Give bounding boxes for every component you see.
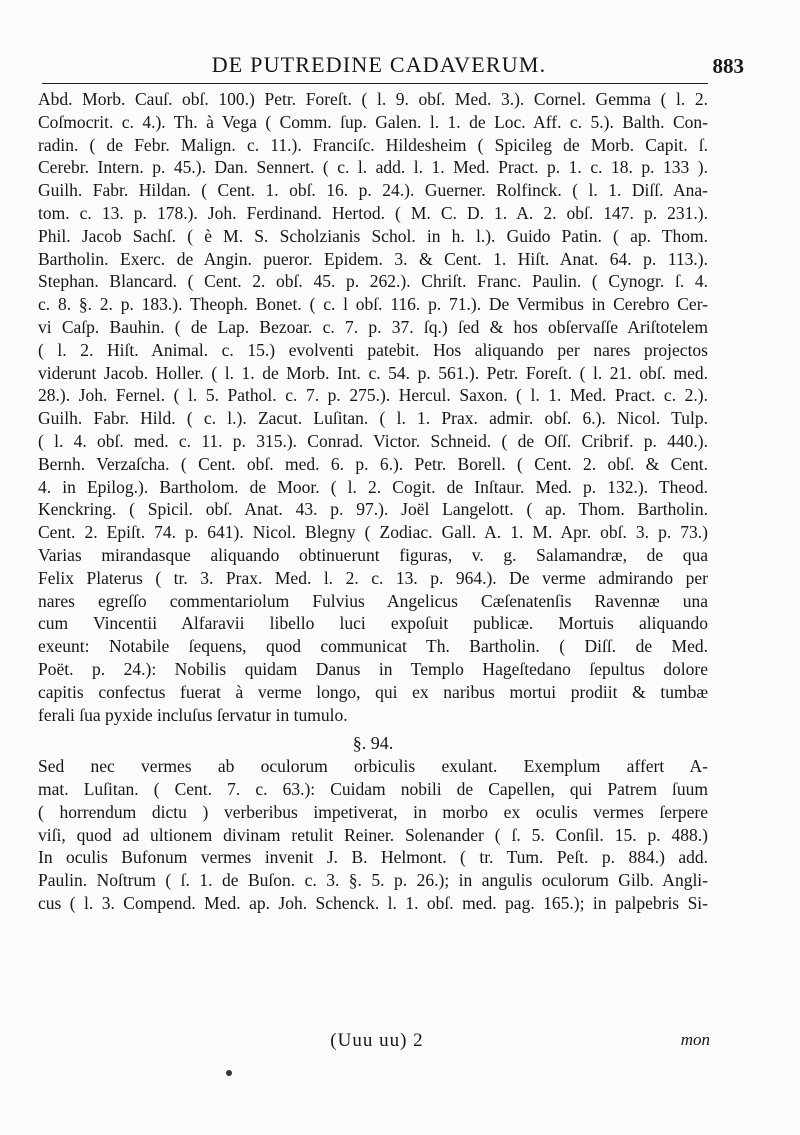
header-rule (42, 83, 708, 84)
text-line: Cent. 2. Epiſt. 74. p. 641). Nicol. Blegny ( Zodiac. Gall. A. 1. M. Apr. obſ. 3. p. 73.) (38, 522, 708, 543)
text-line: Paulin. Noſtrum ( ſ. 1. de Buſon. c. 3. §. 5. p. 26.); in angulis oculorum Gilb. Angli- (38, 870, 708, 891)
text-line: vi Caſp. Bauhin. ( de Lap. Bezoar. c. 7. p. 37. ſq.) ſed & hos obſervaſſe Ariſtotelem (38, 316, 708, 337)
text-line: capitis confectus fuerat à verme longo, qui ex naribus mortui prodiit & tumbæ (38, 681, 708, 702)
ink-speck (226, 1070, 232, 1076)
text-line: nares egreſſo commentariolum Fulvius Angelicus Cæſenatenſis Ravennæ una (38, 590, 708, 611)
text-line: viſi, quod ad ultionem divinam retulit Reiner. Solenander ( ſ. 5. Conſil. 15. p. 488.) (38, 824, 708, 845)
running-head (44, 50, 744, 80)
text-line: exeunt: Notabile ſequens, quod communicat Th. Bartholin. ( Diſſ. de Med. (38, 636, 708, 657)
text-line: cum Vincentii Alfaravii libello luci expoſuit publicæ. Mortuis aliquando (38, 613, 708, 634)
text-line: ferali ſua pyxide incluſus ſervatur in tumulo. (38, 704, 348, 725)
text-line: Felix Platerus ( tr. 3. Prax. Med. l. 2. c. 13. p. 964.). De verme admirando per (38, 567, 708, 588)
text-line: 28.). Joh. Fernel. ( l. 5. Pathol. c. 7. p. 275.). Hercul. Saxon. ( l. 1. Med. Pract. c. 2.). (38, 385, 708, 406)
text-line: ( l. 4. obſ. med. c. 11. p. 315.). Conrad. Victor. Schneid. ( de Oſſ. Cribrif. p. 440.). (38, 430, 708, 451)
text-line: Coſmocrit. c. 4.). Th. à Vega ( Comm. ſup. Galen. l. 1. de Loc. Aff. c. 5.). Balth. Con- (38, 111, 708, 132)
text-line: ( horrendum dictu ) verberibus impetiverat, in morbo ex oculis vermes ſerpere (38, 801, 708, 822)
text-line: Phil. Jacob Sachſ. ( è M. S. Scholzianis Schol. in h. l.). Guido Patin. ( ap. Thom. (38, 225, 708, 246)
text-line: Cerebr. Intern. p. 45.). Dan. Sennert. ( c. l. add. l. 1. Med. Pract. p. 1. c. 18. p. 133 ). (38, 157, 708, 178)
signature-mark: (Uuu uu) 2 (330, 1030, 424, 1051)
text-line: In oculis Bufonum vermes invenit J. B. Helmont. ( tr. Tum. Peſt. p. 884.) add. (38, 847, 708, 868)
catchword: mon (680, 1030, 710, 1049)
text-line: tom. c. 13. p. 178.). Joh. Ferdinand. Hertod. ( M. C. D. 1. A. 2. obſ. 147. p. 231.). (38, 202, 708, 223)
page-number: 883 (712, 54, 744, 78)
text-line: Stephan. Blancard. ( Cent. 2. obſ. 45. p. 262.). Chriſt. Franc. Paulin. ( Cynogr. ſ. 4. (38, 271, 708, 292)
text-line: Kenckring. ( Spicil. obſ. Anat. 43. p. 97.). Joël Langelott. ( ap. Thom. Bartholin. (38, 499, 708, 520)
text-line: c. 8. §. 2. p. 183.). Theoph. Bonet. ( c. l obſ. 116. p. 71.). De Vermibus in Cerebro Cer- (38, 294, 708, 315)
text-line: 4. in Epilog.). Bartholom. de Moor. ( l. 2. Cogit. de Inſtaur. Med. p. 132.). Theod. (38, 476, 708, 497)
text-line: Abd. Morb. Cauſ. obſ. 100.) Petr. Foreſt. ( l. 9. obſ. Med. 3.). Cornel. Gemma ( l. 2. (38, 89, 708, 109)
main-text (38, 88, 708, 915)
text-line: ( l. 2. Hiſt. Animal. c. 15.) evolventi patebit. Hos aliquando per nares projectos (38, 339, 708, 360)
text-line: viderunt Jacob. Holler. ( l. 1. de Morb. Int. c. 54. p. 561.). Petr. Foreſt. ( l. 21. obſ. med. (38, 362, 708, 383)
section-paragraph (38, 755, 708, 915)
text-line: radin. ( de Febr. Malign. c. 11.). Franciſc. Hildesheim ( Spicileg de Morb. Capit. ſ. (38, 134, 708, 155)
text-line: Sed nec vermes ab oculorum orbiculis exulant. Exemplum affert A- (38, 756, 708, 777)
running-title: DE PUTREDINE CADAVERUM. (211, 52, 547, 77)
section-heading: §. 94. (352, 733, 394, 754)
text-line: Bartholin. Exerc. de Angin. pueror. Epidem. 3. & Cent. 1. Hiſt. Anat. 64. p. 113.). (38, 248, 708, 269)
page-footer (44, 1030, 710, 1054)
text-line: Bernh. Verzaſcha. ( Cent. obſ. med. 6. p. 6.). Petr. Borell. ( Cent. 2. obſ. & Cent. (38, 453, 708, 474)
text-line: Guilh. Fabr. Hild. ( c. l.). Zacut. Luſitan. ( l. 1. Prax. admir. obſ. 6.). Nicol. Tulp. (38, 408, 708, 429)
text-line: mat. Luſitan. ( Cent. 7. c. 63.): Cuidam nobili de Capellen, qui Patrem ſuum (38, 778, 708, 799)
body-paragraph (38, 88, 708, 726)
text-line: Guilh. Fabr. Hildan. ( Cent. 1. obſ. 16. p. 24.). Guerner. Rolfinck. ( l. 1. Diſſ. Ana- (38, 180, 708, 201)
text-line: cus ( l. 3. Compend. Med. ap. Joh. Schenck. l. 1. obſ. med. pag. 165.); in palpebris Si- (38, 892, 708, 913)
text-line: Poët. p. 24.): Nobilis quidam Danus in Templo Hageſtedano ſepultus dolore (38, 658, 708, 679)
text-line: Varias mirandasque aliquando obtinuerunt figuras, v. g. Salamandræ, de qua (38, 544, 708, 565)
